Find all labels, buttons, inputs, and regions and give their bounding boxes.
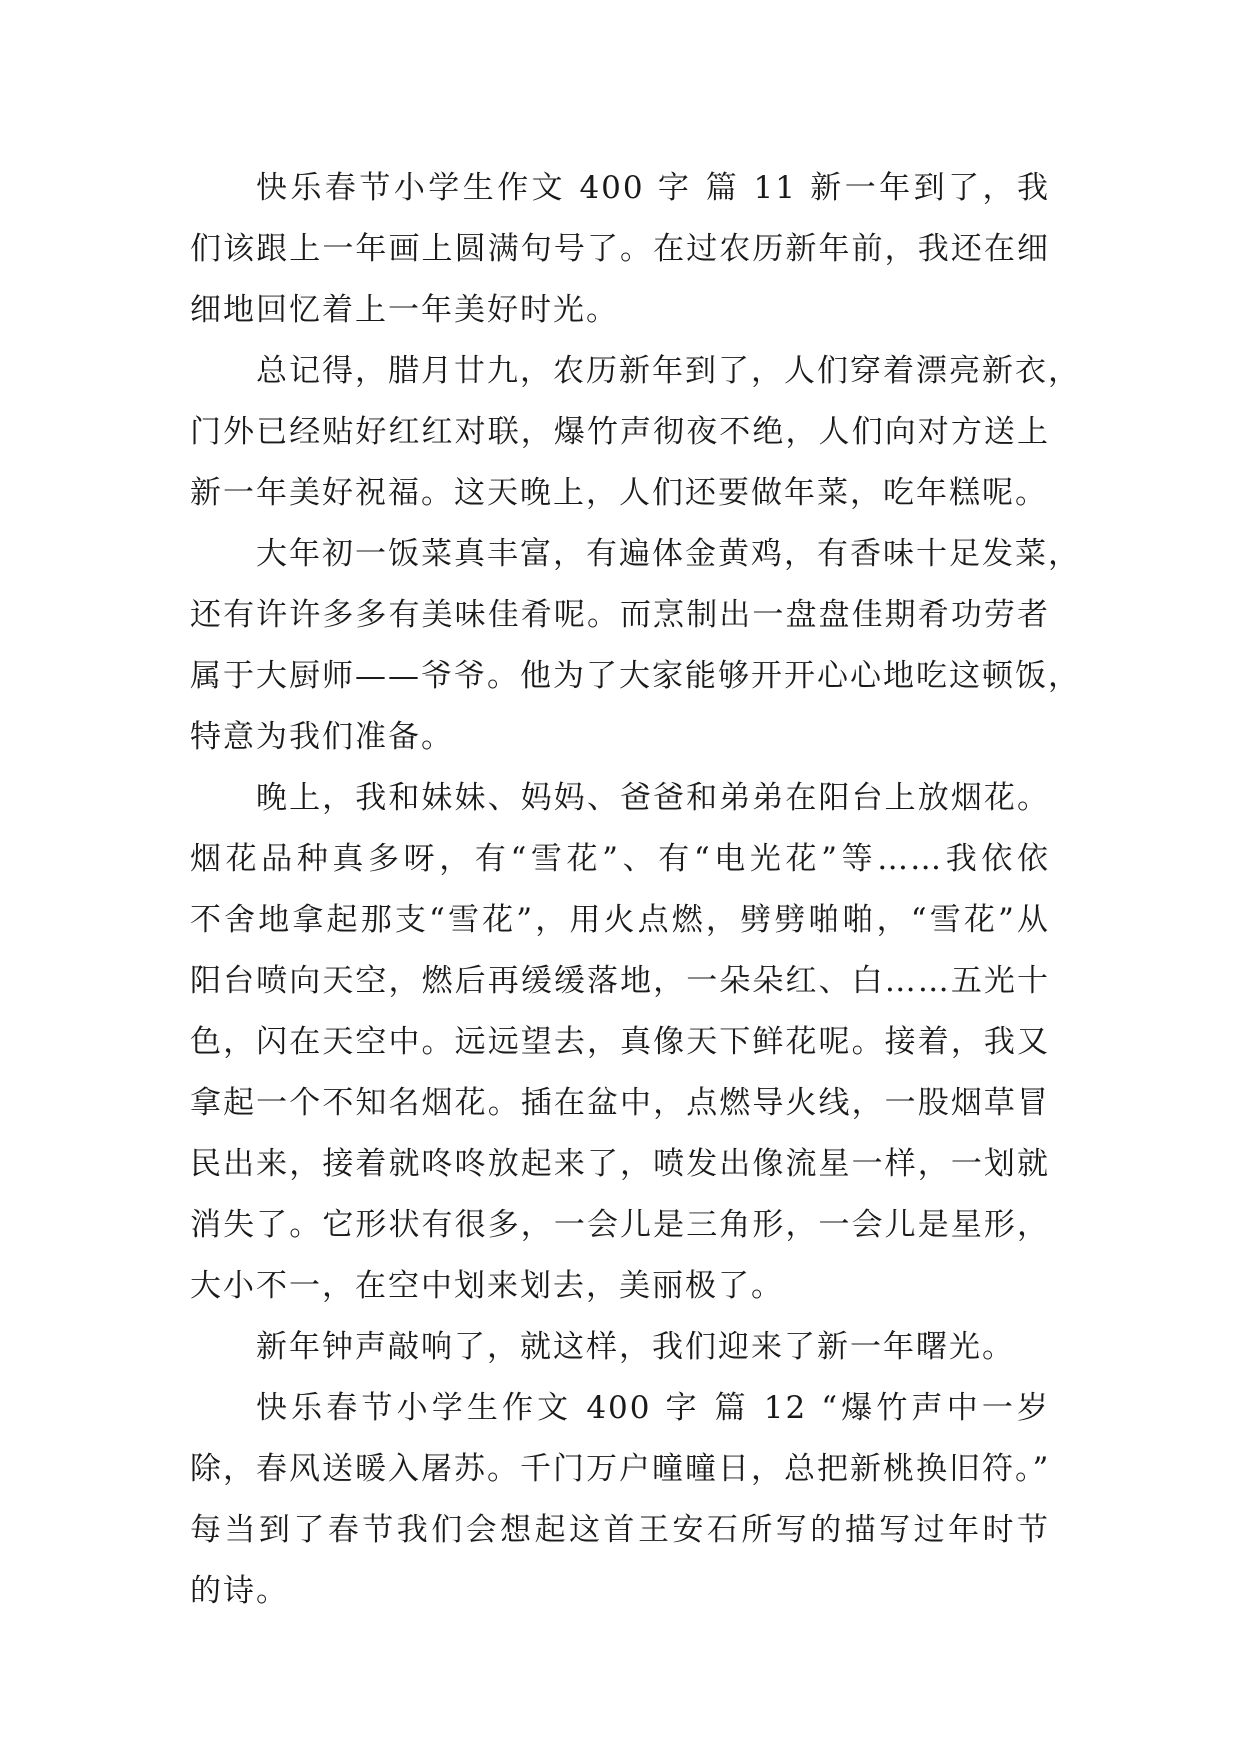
text-line: 晚上，我和妹妹、妈妈、爸爸和弟弟在阳台上放烟花。 — [256, 780, 1050, 816]
text-line: 民出来，接着就咚咚放起来了，喷发出像流星一样，一划就 — [190, 1146, 1050, 1182]
text-line: 阳台喷向天空，燃后再缓缓落地，一朵朵红、白……五光十 — [190, 963, 1050, 999]
paragraph-new-year-eve — [190, 341, 1081, 524]
text-line: 拿起一个不知名烟花。插在盆中，点燃导火线，一股烟草冒 — [190, 1085, 1050, 1121]
text-line: 不舍地拿起那支“雪花”，用火点燃，劈劈啪啪，“雪花”从 — [190, 902, 1050, 938]
text-line: 快乐春节小学生作文 400 字 篇 12 “爆竹声中一岁 — [256, 1390, 1050, 1426]
text-line: 烟花品种真多呀，有“雪花”、有“电光花”等……我依依 — [190, 841, 1050, 877]
text-line: 新一年美好祝福。这天晚上，人们还要做年菜，吃年糕呢。 — [190, 475, 1048, 511]
text-line: 每当到了春节我们会想起这首王安石所写的描写过年时节 — [190, 1512, 1050, 1548]
text-line: 大小不一，在空中划来划去，美丽极了。 — [190, 1268, 784, 1304]
text-line: 还有许许多多有美味佳肴呢。而烹制出一盘盘佳期肴功劳者 — [190, 597, 1050, 633]
paragraph-essay-11-intro — [190, 158, 1050, 341]
text-line: 消失了。它形状有很多，一会儿是三角形，一会儿是星形， — [190, 1207, 1050, 1243]
text-line: 的诗。 — [190, 1573, 289, 1609]
text-line: 细地回忆着上一年美好时光。 — [190, 292, 619, 328]
paragraph-new-year-day-meal — [190, 524, 1081, 768]
text-line: 属于大厨师——爷爷。他为了大家能够开开心心地吃这顿饭， — [190, 658, 1081, 694]
text-line: 色，闪在天空中。远远望去，真像天下鲜花呢。接着，我又 — [190, 1024, 1050, 1060]
paragraph-fireworks — [190, 768, 1050, 1317]
document-body — [190, 158, 1081, 1622]
text-line: 快乐春节小学生作文 400 字 篇 11 新一年到了，我 — [256, 170, 1050, 206]
text-line: 门外已经贴好红红对联，爆竹声彻夜不绝，人们向对方送上 — [190, 414, 1050, 450]
text-line: 特意为我们准备。 — [190, 719, 454, 755]
paragraph-essay-12-intro — [190, 1378, 1050, 1622]
text-line: 除，春风送暖入屠苏。千门万户曈曈日，总把新桃换旧符。” — [190, 1451, 1051, 1487]
text-line: 大年初一饭菜真丰富，有遍体金黄鸡，有香味十足发菜， — [256, 536, 1081, 572]
text-line: 新年钟声敲响了，就这样，我们迎来了新一年曙光。 — [256, 1329, 1015, 1365]
text-line: 们该跟上一年画上圆满句号了。在过农历新年前，我还在细 — [190, 231, 1050, 267]
text-line: 总记得，腊月廿九，农历新年到了，人们穿着漂亮新衣， — [256, 353, 1081, 389]
paragraph-bell-rings — [190, 1317, 1050, 1378]
